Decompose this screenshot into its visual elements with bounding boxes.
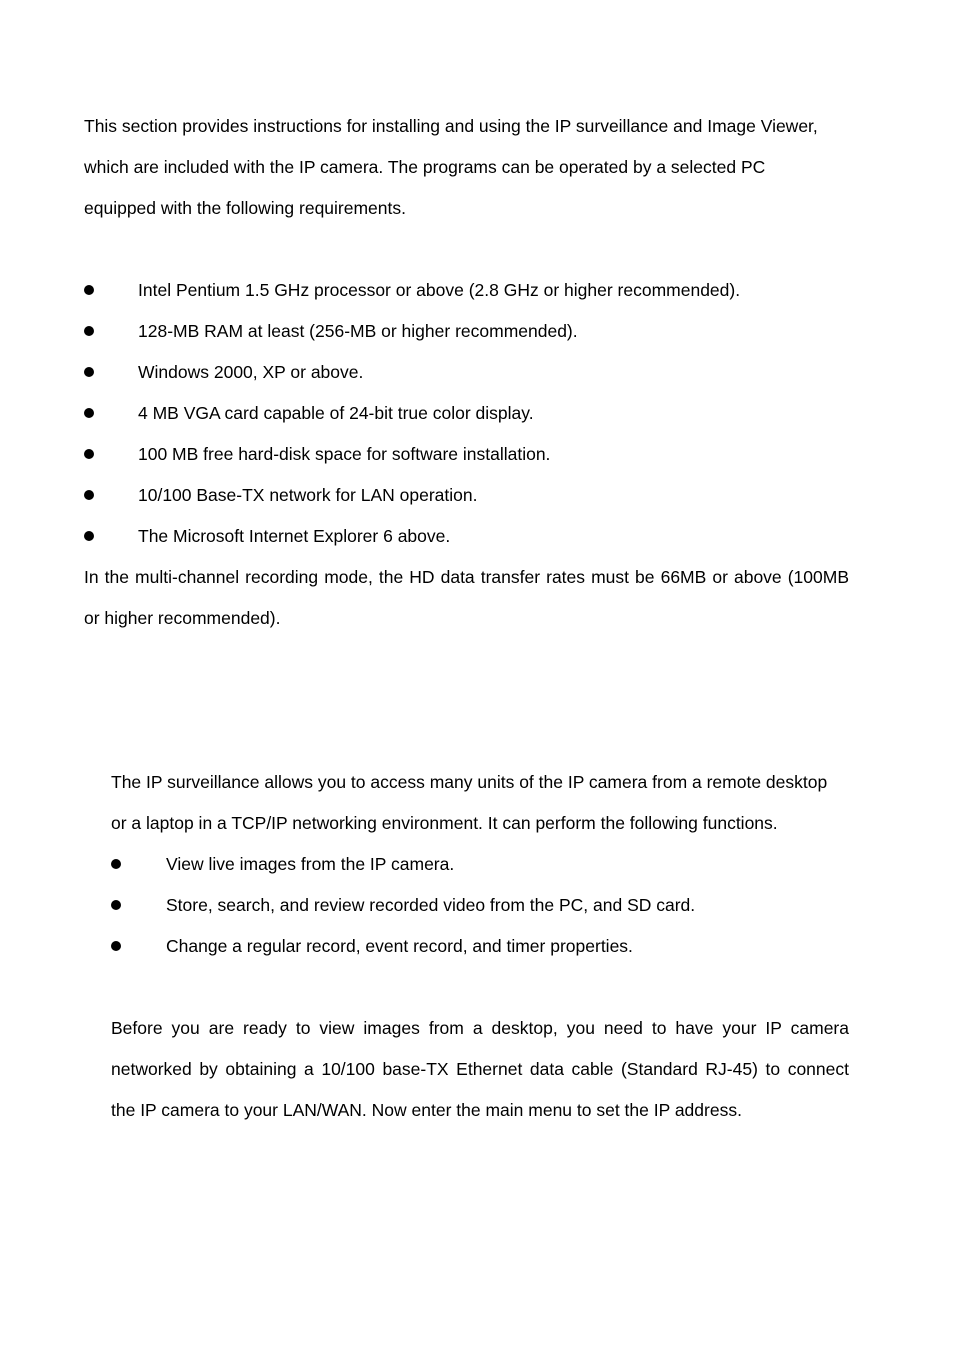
- requirement-text: The Microsoft Internet Explorer 6 above.: [138, 526, 451, 546]
- bullet-icon: [84, 531, 94, 541]
- surveillance-line: The IP surveillance allows you to access many units of the IP camera from a remote desktop: [111, 772, 828, 792]
- requirement-text: Intel Pentium 1.5 GHz processor or above (2.8 GHz or higher recommended).: [138, 280, 741, 300]
- bullet-icon: [111, 859, 121, 869]
- intro-line: equipped with the following requirements.: [84, 198, 406, 218]
- bullet-icon: [84, 449, 94, 459]
- intro-line: which are included with the IP camera. The programs can be operated by a selected PC: [84, 157, 766, 177]
- intro-line: This section provides instructions for installing and using the IP surveillance and Image Viewer,: [84, 116, 818, 136]
- requirement-text: 10/100 Base-TX network for LAN operation.: [138, 485, 478, 505]
- network-line: the IP camera to your LAN/WAN. Now enter the main menu to set the IP address.: [111, 1100, 742, 1120]
- hd-note-line: or higher recommended).: [84, 608, 281, 628]
- surveillance-line: or a laptop in a TCP/IP networking environment. It can perform the following functions.: [111, 813, 778, 833]
- network-line: Before you are ready to view images from a desktop, you need to have your IP camera: [111, 1018, 849, 1038]
- bullet-icon: [111, 941, 121, 951]
- bullet-icon: [84, 490, 94, 500]
- requirement-text: 4 MB VGA card capable of 24-bit true color display.: [138, 403, 534, 423]
- function-text: Change a regular record, event record, and timer properties.: [166, 936, 633, 956]
- bullet-icon: [84, 326, 94, 336]
- bullet-icon: [84, 367, 94, 377]
- bullet-icon: [84, 408, 94, 418]
- bullet-icon: [84, 285, 94, 295]
- requirement-text: Windows 2000, XP or above.: [138, 362, 364, 382]
- function-text: View live images from the IP camera.: [166, 854, 455, 874]
- hd-note-line: In the multi-channel recording mode, the HD data transfer rates must be 66MB or above (100MB: [84, 567, 849, 587]
- bullet-icon: [111, 900, 121, 910]
- network-line: networked by obtaining a 10/100 base-TX Ethernet data cable (Standard RJ-45) to connect: [111, 1059, 849, 1079]
- function-text: Store, search, and review recorded video from the PC, and SD card.: [166, 895, 696, 915]
- requirement-text: 128-MB RAM at least (256-MB or higher recommended).: [138, 321, 578, 341]
- requirement-text: 100 MB free hard-disk space for software installation.: [138, 444, 551, 464]
